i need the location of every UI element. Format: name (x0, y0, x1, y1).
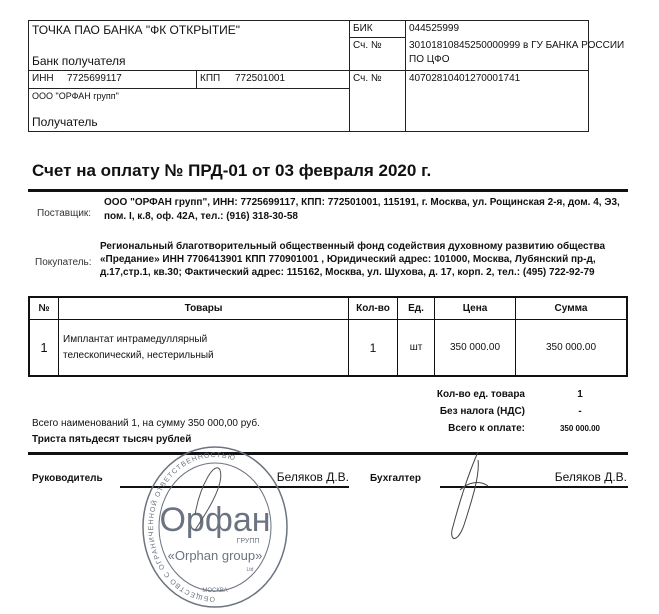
header-no: № (29, 297, 59, 320)
buyer-label: Покупатель: (35, 257, 92, 268)
items-table (28, 296, 628, 377)
row-sum: 350 000.00 (516, 320, 628, 377)
divider (28, 189, 628, 192)
table-row (29, 320, 627, 377)
svg-text:МОСКВА: МОСКВА (202, 588, 228, 594)
qty-total-label: Кол-во ед. товара (436, 389, 525, 400)
header-qty: Кол-во (349, 297, 398, 320)
accountant-name: Беляков Д.В. (554, 470, 627, 484)
vat-label: Без налога (НДС) (439, 406, 525, 417)
supplier-details: ООО "ОРФАН групп", ИНН: 7725699117, КПП: 772501001, 115191, г. Москва, ул. Рощинская 2-я, дом. 4, Э3, пом. I, к.8, оф. 42А, тел.: (916) 318-30-58 (104, 197, 620, 222)
corr-account-label: Сч. № (353, 40, 382, 51)
corr-account-value: 30101810845250000999 в ГУ БАНКА РОССИИ (409, 40, 625, 51)
kpp-value: 772501001 (235, 73, 286, 84)
accountant-signature-icon (440, 450, 500, 545)
accountant-label: Бухгалтер (370, 473, 421, 484)
svg-text:Орфан: Орфан (159, 501, 271, 539)
bik-label: БИК (353, 23, 373, 34)
svg-text:ГРУПП: ГРУПП (236, 538, 260, 545)
row-no: 1 (29, 320, 59, 377)
kpp-label: КПП (200, 73, 221, 84)
table-header-row (29, 297, 627, 320)
recipient-label: Получатель (32, 115, 98, 129)
svg-text:«Orphan group»: «Orphan group» (167, 548, 263, 563)
company-stamp (140, 445, 290, 610)
header-goods: Товары (59, 297, 349, 320)
svg-text:ОБЩЕСТВО С ОГРАНИЧЕННОЙ ОТВЕТС: ОБЩЕСТВО С ОГРАНИЧЕННОЙ ОТВЕТСТВЕННОСТЬЮ (148, 451, 237, 603)
row-unit: шт (398, 320, 435, 377)
row-qty: 1 (349, 320, 398, 377)
qty-total-value: 1 (577, 389, 583, 400)
totals-labels (437, 386, 525, 437)
recipient-name: ООО "ОРФАН групп" (32, 91, 119, 101)
svg-text:Ltd: Ltd (246, 567, 254, 573)
buyer-details: Региональный благотворительный общественный фонд содействия духовному развитию общества «Предание» ИНН 7706413901 КПП 770901001 , Юридический адрес: 101000, Москва, Лубянский пр-д, д.17,стр.1, кв.30; Фактический адрес: 115162, Москва, ул. Шухова, д. 17, корп. 2, тел.: (495) 722-92-79 (100, 241, 606, 278)
amount-in-words: Триста пятьдесят тысяч рублей (32, 434, 192, 445)
bik-value: 044525999 (409, 23, 460, 34)
header-unit: Ед. (398, 297, 435, 320)
inn-value: 7725699117 (67, 73, 122, 84)
total-value: 350 000.00 (559, 424, 601, 433)
account-label: Сч. № (353, 73, 382, 84)
total-label: Всего к оплате: (448, 423, 525, 434)
invoice-title: Счет на оплату № ПРД-01 от 03 февраля 2020 г. (32, 161, 432, 180)
account-value: 40702810401270001741 (409, 73, 521, 84)
bank-label: Банк получателя (32, 54, 126, 68)
head-name: Беляков Д.В. (276, 470, 349, 484)
row-name: Имплантат интрамедуллярный телескопический, нестерильный (59, 320, 349, 377)
corr-account-bank: ПО ЦФО (409, 54, 450, 65)
head-label: Руководитель (32, 473, 103, 484)
supplier-label: Поставщик: (37, 208, 92, 219)
divider (28, 452, 628, 455)
header-sum: Сумма (516, 297, 628, 320)
row-price: 350 000.00 (435, 320, 516, 377)
inn-label: ИНН (32, 73, 54, 84)
bank-name: ТОЧКА ПАО БАНКА "ФК ОТКРЫТИЕ" (32, 23, 241, 37)
summary-line: Всего наименований 1, на сумму 350 000,00 руб. (32, 418, 260, 429)
bank-details-table (28, 20, 625, 132)
header-price: Цена (435, 297, 516, 320)
totals-values (555, 386, 605, 437)
vat-value: - (578, 406, 582, 417)
